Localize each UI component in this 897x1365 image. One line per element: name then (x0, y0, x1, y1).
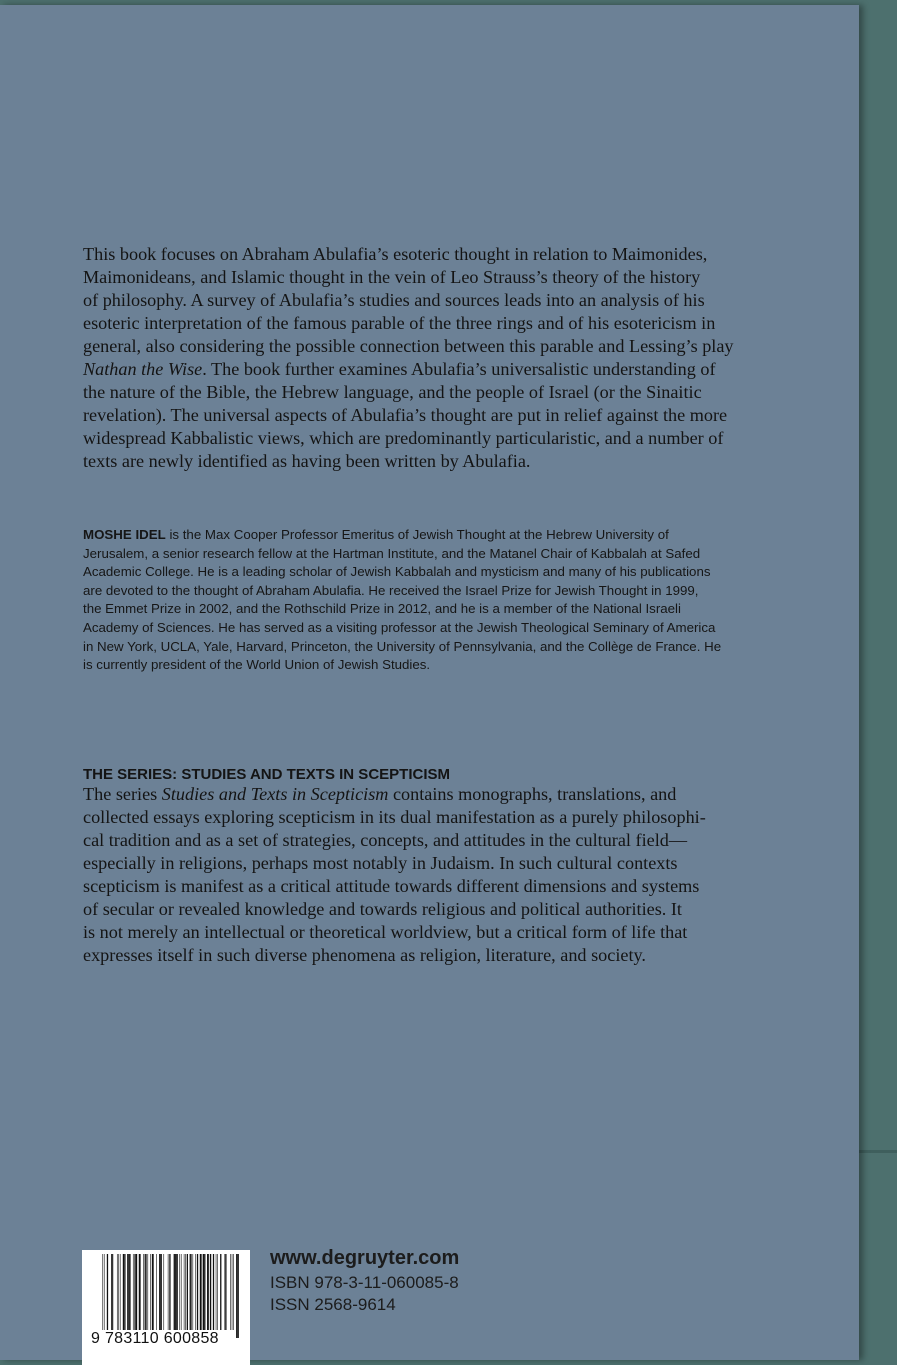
text-span: contains monographs, translations, and (388, 784, 677, 804)
text-line: esoteric interpretation of the famous parable of the three rings and of his esotericism in (83, 313, 716, 333)
text-line: Maimonideans, and Islamic thought in the vein of Leo Strauss’s theory of the history (83, 267, 701, 287)
series-heading: THE SERIES: STUDIES AND TEXTS IN SCEPTICISM (83, 766, 450, 783)
barcode-bar (191, 1254, 192, 1330)
barcode-bar (184, 1254, 185, 1330)
barcode-bar (190, 1254, 191, 1330)
isbn: ISBN 978-3-11-060085-8 (270, 1273, 459, 1292)
text-span: Nathan the Wise (83, 359, 203, 379)
isbn-barcode (82, 1250, 250, 1365)
barcode-bar (169, 1254, 170, 1338)
barcode-bar (232, 1254, 233, 1330)
text-span: MOSHE IDEL (83, 527, 166, 542)
barcode-bar (143, 1254, 144, 1330)
barcode-number: 9 783110 600858 (91, 1330, 219, 1347)
barcode-bar (147, 1254, 148, 1330)
barcode-bar (179, 1254, 180, 1330)
barcode-bar (200, 1254, 201, 1330)
barcode-bar (129, 1254, 130, 1330)
text-line: the Emmet Prize in 2002, and the Rothschild Prize in 2012, and he is a member of the National Israeli (83, 601, 681, 617)
barcode-bar (213, 1254, 214, 1330)
book-description (83, 243, 734, 473)
barcode-bar (102, 1254, 103, 1338)
barcode-bar (230, 1254, 231, 1330)
text-span: . The book further examines Abulafia’s universalistic understanding of (202, 359, 716, 379)
barcode-bar (123, 1254, 124, 1330)
text-line: cal tradition and as a set of strategies, concepts, and attitudes in the cultural field— (83, 830, 688, 850)
barcode-bar (226, 1254, 227, 1330)
barcode-bar (207, 1254, 208, 1330)
barcode-bar (117, 1254, 118, 1330)
text-line: expresses itself in such diverse phenomena as religion, literature, and society. (83, 945, 646, 965)
barcode-bar (204, 1254, 205, 1330)
text-line: is currently president of the World Union of Jewish Studies. (83, 657, 431, 673)
text-line: of secular or revealed knowledge and towards religious and political authorities. It (83, 899, 682, 919)
barcode-bar (203, 1254, 204, 1330)
barcode-bar (216, 1254, 217, 1330)
barcode-bar (238, 1254, 239, 1338)
text-line: collected essays exploring scepticism in its dual manifestation as a purely philosophi- (83, 807, 706, 827)
text-line: of philosophy. A survey of Abulafia’s studies and sources leads into an analysis of his (83, 290, 705, 310)
barcode-bar (153, 1254, 154, 1330)
text-line: revelation). The universal aspects of Abulafia’s thought are put in relief against the more (83, 405, 728, 425)
text-span: Studies and Texts in Scepticism (161, 784, 389, 804)
barcode-bar (185, 1254, 186, 1330)
barcode-bar (220, 1254, 221, 1330)
text-line: general, also considering the possible connection between this parable and Lessing’s play (83, 336, 734, 356)
barcode-bar (145, 1254, 146, 1330)
barcode-bar (197, 1254, 198, 1330)
barcode-bar (111, 1254, 112, 1330)
series-description (83, 783, 706, 967)
barcode-bar (181, 1254, 182, 1330)
text-line: especially in religions, perhaps most notably in Judaism. In such cultural contexts (83, 853, 678, 873)
book-back-cover (0, 5, 859, 1360)
barcode-bar (104, 1254, 105, 1338)
barcode-bar (208, 1254, 209, 1330)
issn: ISSN 2568-9614 (270, 1295, 396, 1314)
barcode-bar (195, 1254, 196, 1330)
barcode-bar (118, 1254, 119, 1330)
barcode-bar (159, 1254, 160, 1330)
text-span: is the Max Cooper Professor Emeritus of Jewish Thought at the Hebrew University of (165, 527, 669, 542)
background-book-edge (858, 1150, 897, 1153)
text-line (83, 783, 706, 806)
text-line: the nature of the Bible, the Hebrew language, and the people of Israel (or the Sinaitic (83, 382, 702, 402)
barcode-bar (127, 1254, 128, 1330)
author-bio (83, 526, 721, 675)
barcode-bar (139, 1254, 140, 1330)
barcode-bar (174, 1254, 175, 1330)
text-line: Academy of Sciences. He has served as a visiting professor at the Jewish Theological Seminary of America (83, 619, 716, 635)
text-line: widespread Kabbalistic views, which are predominantly particularistic, and a number of (83, 428, 724, 448)
barcode-bar (136, 1254, 137, 1330)
barcode-bar (201, 1254, 202, 1330)
barcode-bar (124, 1254, 125, 1330)
barcode-bar (130, 1254, 131, 1330)
barcode-bar (236, 1254, 237, 1338)
text-line: in New York, UCLA, Yale, Harvard, Princeton, the University of Pennsylvania, and the Collège de France. He (83, 638, 722, 654)
barcode-bar (177, 1254, 178, 1330)
barcode-bar (175, 1254, 176, 1330)
barcode-bar (113, 1254, 114, 1330)
text-line (83, 358, 734, 381)
barcode-bar (193, 1254, 194, 1330)
barcode-bar (233, 1254, 234, 1330)
text-line: are devoted to the thought of Abraham Abulafia. He received the Israel Prize for Jewish Thought in 1999, (83, 582, 699, 598)
barcode-bar (217, 1254, 218, 1330)
barcode-bar (210, 1254, 211, 1330)
text-line: scepticism is manifest as a critical attitude towards different dimensions and systems (83, 876, 700, 896)
text-line: Academic College. He is a leading scholar of Jewish Kabbalah and mysticism and many of his publications (83, 564, 711, 580)
barcode-bar (152, 1254, 153, 1330)
barcode-bar (140, 1254, 141, 1330)
barcode-bar (146, 1254, 147, 1330)
barcode-bars (101, 1254, 239, 1338)
text-line: This book focuses on Abraham Abulafia’s esoteric thought in relation to Maimonides, (83, 244, 708, 264)
barcode-bar (120, 1254, 121, 1330)
barcode-bar (107, 1254, 108, 1330)
barcode-bar (187, 1254, 188, 1330)
text-line: is not merely an intellectual or theoretical worldview, but a critical form of life that (83, 922, 688, 942)
barcode-bar (168, 1254, 169, 1338)
text-span: The series (83, 784, 162, 804)
text-line: texts are newly identified as having been written by Abulafia. (83, 451, 531, 471)
text-line (83, 526, 721, 545)
barcode-bar (150, 1254, 151, 1330)
barcode-bar (133, 1254, 134, 1330)
text-line: Jerusalem, a senior research fellow at the Hartman Institute, and the Matanel Chair of Kabbalah at Safed (83, 545, 701, 561)
barcode-bar (134, 1254, 135, 1330)
barcode-bar (163, 1254, 164, 1330)
barcode-bar (161, 1254, 162, 1330)
barcode-bar (156, 1254, 157, 1330)
publisher-url: www.degruyter.com (270, 1247, 460, 1269)
barcode-bar (224, 1254, 225, 1330)
